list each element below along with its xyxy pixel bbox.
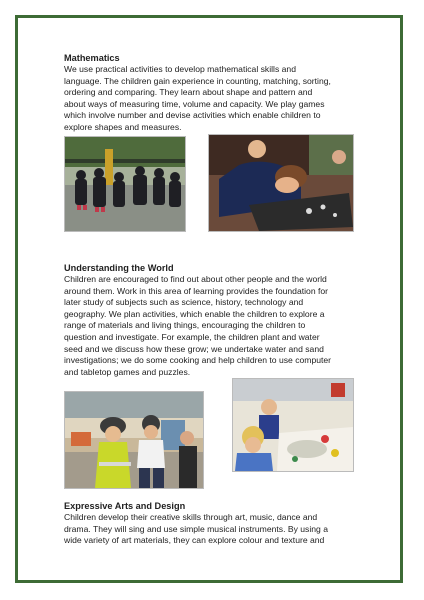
- paragraph-line: We use practical activities to develop mathematical skills and: [64, 64, 296, 74]
- paragraph-line: language. The children gain experience in counting, matching, sorting,: [64, 75, 331, 86]
- paragraph-line: seed and we discuss how these grow; we undertake water and sand: [64, 343, 324, 354]
- paragraph-line: geography. We plan activities, which enable the children to explore a: [64, 308, 325, 319]
- section-mathematics: [64, 53, 364, 134]
- paragraph-line: explore shapes and measures.: [64, 121, 182, 132]
- paragraph-line: wide variety of art materials, they can explore colour and texture and: [64, 535, 325, 546]
- paragraph-line: later study of subjects such as science, history, technology and: [64, 297, 304, 308]
- paragraph-line: around them. Work in this area of learning provides the foundation for: [64, 285, 329, 296]
- paragraph-line: investigations; we do some cooking and help children to use computer: [64, 355, 332, 366]
- photo-children-outdoors: [64, 136, 186, 232]
- paragraph-line: which involve number and devise activities which enable children to: [64, 110, 321, 121]
- section-expressive-arts-and-design: [64, 501, 364, 547]
- paragraph-line: and tabletop games and puzzles.: [64, 366, 191, 377]
- photo-child-at-tray: [208, 134, 354, 232]
- section-heading: Mathematics: [64, 53, 120, 63]
- paragraph-line: Children are encouraged to find out about other people and the world: [64, 274, 327, 284]
- paragraph-line: drama. They will sing and use simple musical instruments. By using a: [64, 523, 328, 534]
- section-understanding-the-world: [64, 263, 364, 378]
- paragraph-line: question and investigate. For example, the children plant and water: [64, 331, 320, 342]
- paragraph-line: ordering and comparing. They learn about shape and pattern and: [64, 87, 313, 98]
- paragraph-line: range of materials and living things, encouraging the children to: [64, 320, 306, 331]
- photo-children-dressing-up: [64, 391, 204, 489]
- section-heading: Understanding the World: [64, 263, 174, 273]
- paragraph-line: about ways of measuring time, volume and capacity. We play games: [64, 98, 325, 109]
- section-heading: Expressive Arts and Design: [64, 501, 186, 511]
- paragraph-line: Children develop their creative skills through art, music, dance and: [64, 512, 318, 522]
- photo-children-water-play: [232, 378, 354, 472]
